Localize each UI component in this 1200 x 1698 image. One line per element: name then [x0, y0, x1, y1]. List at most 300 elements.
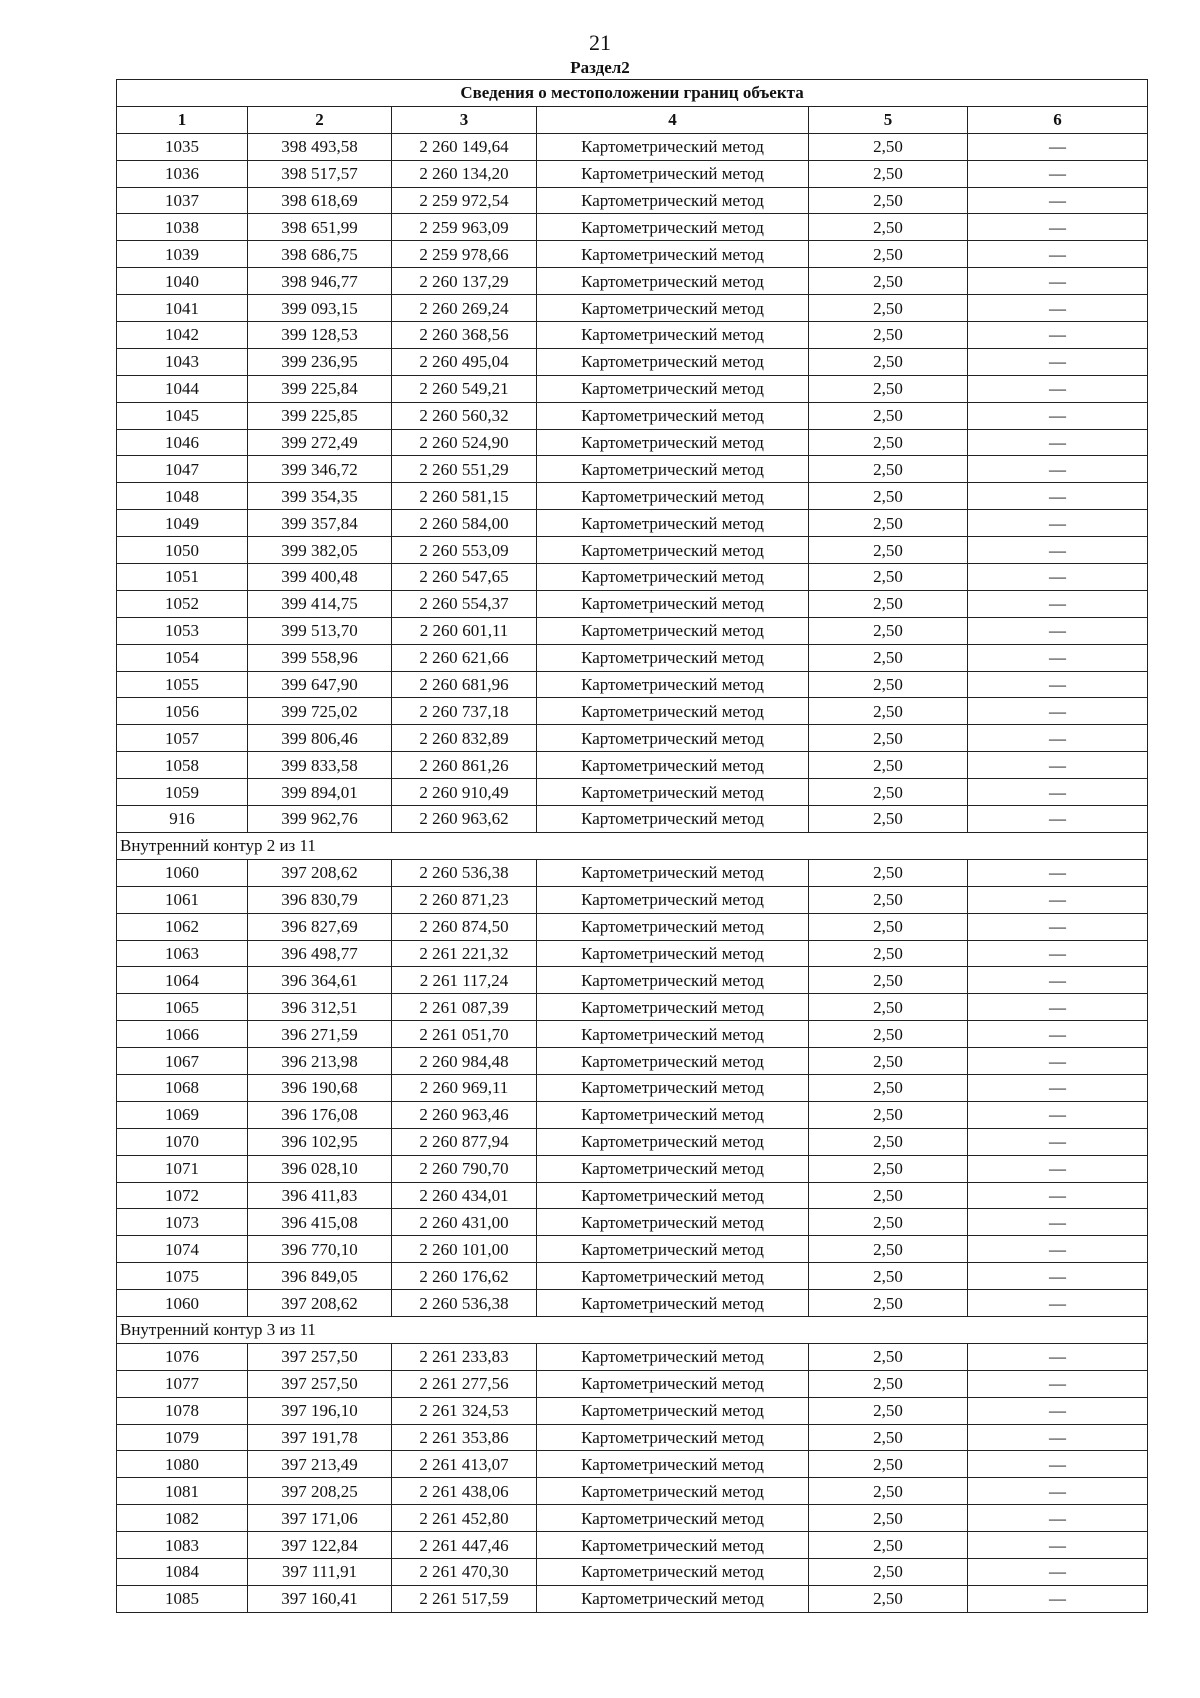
point-number-cell: 1059: [117, 779, 248, 806]
accuracy-cell: 2,50: [809, 1532, 968, 1559]
description-cell: —: [968, 644, 1148, 671]
point-number-cell: 1060: [117, 1290, 248, 1317]
description-cell: —: [968, 1451, 1148, 1478]
method-cell: Картометрический метод: [537, 617, 809, 644]
y-coordinate-cell: 2 260 861,26: [392, 752, 537, 779]
y-coordinate-cell: 2 261 517,59: [392, 1585, 537, 1612]
method-cell: Картометрический метод: [537, 752, 809, 779]
column-header: 4: [537, 106, 809, 133]
table-row: [117, 698, 1148, 725]
accuracy-cell: 2,50: [809, 348, 968, 375]
method-cell: Картометрический метод: [537, 483, 809, 510]
x-coordinate-cell: 399 400,48: [248, 564, 392, 591]
point-number-cell: 1041: [117, 295, 248, 322]
accuracy-cell: 2,50: [809, 1558, 968, 1585]
y-coordinate-cell: 2 261 221,32: [392, 940, 537, 967]
x-coordinate-cell: 399 558,96: [248, 644, 392, 671]
point-number-cell: 1053: [117, 617, 248, 644]
y-coordinate-cell: 2 260 149,64: [392, 133, 537, 160]
table-row: [117, 1021, 1148, 1048]
method-cell: Картометрический метод: [537, 940, 809, 967]
description-cell: —: [968, 1478, 1148, 1505]
accuracy-cell: 2,50: [809, 322, 968, 349]
point-number-cell: 1080: [117, 1451, 248, 1478]
point-number-cell: 1058: [117, 752, 248, 779]
point-number-cell: 1084: [117, 1558, 248, 1585]
table-row: [117, 1424, 1148, 1451]
accuracy-cell: 2,50: [809, 940, 968, 967]
y-coordinate-cell: 2 260 584,00: [392, 510, 537, 537]
y-coordinate-cell: 2 260 621,66: [392, 644, 537, 671]
description-cell: —: [968, 1182, 1148, 1209]
method-cell: Картометрический метод: [537, 1048, 809, 1075]
x-coordinate-cell: 399 346,72: [248, 456, 392, 483]
y-coordinate-cell: 2 260 176,62: [392, 1263, 537, 1290]
y-coordinate-cell: 2 260 737,18: [392, 698, 537, 725]
table-row: [117, 348, 1148, 375]
point-number-cell: 1069: [117, 1101, 248, 1128]
y-coordinate-cell: 2 260 581,15: [392, 483, 537, 510]
point-number-cell: 1081: [117, 1478, 248, 1505]
method-cell: Картометрический метод: [537, 644, 809, 671]
table-row: [117, 1209, 1148, 1236]
table-row: [117, 994, 1148, 1021]
point-number-cell: 1060: [117, 859, 248, 886]
description-cell: —: [968, 994, 1148, 1021]
y-coordinate-cell: 2 260 832,89: [392, 725, 537, 752]
y-coordinate-cell: 2 261 413,07: [392, 1451, 537, 1478]
table-row: [117, 886, 1148, 913]
x-coordinate-cell: 396 213,98: [248, 1048, 392, 1075]
x-coordinate-cell: 399 128,53: [248, 322, 392, 349]
point-number-cell: 1067: [117, 1048, 248, 1075]
table-row: [117, 1558, 1148, 1585]
accuracy-cell: 2,50: [809, 1182, 968, 1209]
table-title: Сведения о местоположении границ объекта: [117, 80, 1148, 107]
accuracy-cell: 2,50: [809, 564, 968, 591]
accuracy-cell: 2,50: [809, 806, 968, 833]
y-coordinate-cell: 2 261 353,86: [392, 1424, 537, 1451]
accuracy-cell: 2,50: [809, 617, 968, 644]
method-cell: Картометрический метод: [537, 1182, 809, 1209]
method-cell: Картометрический метод: [537, 967, 809, 994]
y-coordinate-cell: 2 261 087,39: [392, 994, 537, 1021]
column-header: 6: [968, 106, 1148, 133]
accuracy-cell: 2,50: [809, 402, 968, 429]
x-coordinate-cell: 397 122,84: [248, 1532, 392, 1559]
point-number-cell: 1074: [117, 1236, 248, 1263]
description-cell: —: [968, 1209, 1148, 1236]
point-number-cell: 1068: [117, 1074, 248, 1101]
method-cell: Картометрический метод: [537, 133, 809, 160]
x-coordinate-cell: 397 196,10: [248, 1397, 392, 1424]
accuracy-cell: 2,50: [809, 1209, 968, 1236]
description-cell: —: [968, 160, 1148, 187]
description-cell: —: [968, 779, 1148, 806]
description-cell: —: [968, 241, 1148, 268]
x-coordinate-cell: 396 364,61: [248, 967, 392, 994]
table-row: [117, 322, 1148, 349]
description-cell: —: [968, 564, 1148, 591]
y-coordinate-cell: 2 260 877,94: [392, 1128, 537, 1155]
accuracy-cell: 2,50: [809, 644, 968, 671]
method-cell: Картометрический метод: [537, 160, 809, 187]
method-cell: Картометрический метод: [537, 564, 809, 591]
description-cell: —: [968, 187, 1148, 214]
y-coordinate-cell: 2 261 324,53: [392, 1397, 537, 1424]
y-coordinate-cell: 2 260 549,21: [392, 375, 537, 402]
x-coordinate-cell: 396 176,08: [248, 1101, 392, 1128]
method-cell: Картометрический метод: [537, 590, 809, 617]
x-coordinate-cell: 396 190,68: [248, 1074, 392, 1101]
description-cell: —: [968, 671, 1148, 698]
table-row: [117, 1128, 1148, 1155]
accuracy-cell: 2,50: [809, 1155, 968, 1182]
y-coordinate-cell: 2 260 431,00: [392, 1209, 537, 1236]
description-cell: —: [968, 214, 1148, 241]
table-row: [117, 1155, 1148, 1182]
table-row: [117, 1370, 1148, 1397]
y-coordinate-cell: 2 260 963,62: [392, 806, 537, 833]
section-heading: Раздел2: [570, 58, 630, 77]
point-number-cell: 1082: [117, 1505, 248, 1532]
table-row: [117, 564, 1148, 591]
table-row: [117, 1532, 1148, 1559]
accuracy-cell: 2,50: [809, 510, 968, 537]
accuracy-cell: 2,50: [809, 1424, 968, 1451]
method-cell: Картометрический метод: [537, 1101, 809, 1128]
x-coordinate-cell: 399 225,84: [248, 375, 392, 402]
method-cell: Картометрический метод: [537, 268, 809, 295]
point-number-cell: 1037: [117, 187, 248, 214]
point-number-cell: 1044: [117, 375, 248, 402]
description-cell: —: [968, 1343, 1148, 1370]
y-coordinate-cell: 2 260 681,96: [392, 671, 537, 698]
description-cell: —: [968, 1397, 1148, 1424]
x-coordinate-cell: 399 894,01: [248, 779, 392, 806]
method-cell: Картометрический метод: [537, 1155, 809, 1182]
description-cell: —: [968, 1370, 1148, 1397]
accuracy-cell: 2,50: [809, 1397, 968, 1424]
method-cell: Картометрический метод: [537, 1343, 809, 1370]
method-cell: Картометрический метод: [537, 859, 809, 886]
x-coordinate-cell: 399 236,95: [248, 348, 392, 375]
x-coordinate-cell: 397 257,50: [248, 1370, 392, 1397]
table-row: [117, 806, 1148, 833]
y-coordinate-cell: 2 261 470,30: [392, 1558, 537, 1585]
table-row: [117, 1343, 1148, 1370]
table-row: [117, 725, 1148, 752]
description-cell: —: [968, 1048, 1148, 1075]
description-cell: —: [968, 806, 1148, 833]
table-row: [117, 779, 1148, 806]
x-coordinate-cell: 396 312,51: [248, 994, 392, 1021]
table-row: [117, 590, 1148, 617]
y-coordinate-cell: 2 260 551,29: [392, 456, 537, 483]
accuracy-cell: 2,50: [809, 913, 968, 940]
accuracy-cell: 2,50: [809, 1451, 968, 1478]
y-coordinate-cell: 2 260 434,01: [392, 1182, 537, 1209]
point-number-cell: 1065: [117, 994, 248, 1021]
y-coordinate-cell: 2 261 452,80: [392, 1505, 537, 1532]
y-coordinate-cell: 2 260 269,24: [392, 295, 537, 322]
accuracy-cell: 2,50: [809, 241, 968, 268]
description-cell: —: [968, 886, 1148, 913]
accuracy-cell: 2,50: [809, 1585, 968, 1612]
method-cell: Картометрический метод: [537, 1532, 809, 1559]
accuracy-cell: 2,50: [809, 295, 968, 322]
point-number-cell: 1052: [117, 590, 248, 617]
accuracy-cell: 2,50: [809, 590, 968, 617]
y-coordinate-cell: 2 260 554,37: [392, 590, 537, 617]
accuracy-cell: 2,50: [809, 1263, 968, 1290]
point-number-cell: 1070: [117, 1128, 248, 1155]
description-cell: —: [968, 1424, 1148, 1451]
accuracy-cell: 2,50: [809, 1021, 968, 1048]
y-coordinate-cell: 2 260 969,11: [392, 1074, 537, 1101]
table-row: [117, 268, 1148, 295]
method-cell: Картометрический метод: [537, 1451, 809, 1478]
y-coordinate-cell: 2 260 910,49: [392, 779, 537, 806]
point-number-cell: 1063: [117, 940, 248, 967]
point-number-cell: 1040: [117, 268, 248, 295]
table-row: [117, 429, 1148, 456]
method-cell: Картометрический метод: [537, 1424, 809, 1451]
point-number-cell: 1045: [117, 402, 248, 429]
table-row: [117, 483, 1148, 510]
x-coordinate-cell: 396 415,08: [248, 1209, 392, 1236]
description-cell: —: [968, 1505, 1148, 1532]
description-cell: —: [968, 1585, 1148, 1612]
y-coordinate-cell: 2 261 277,56: [392, 1370, 537, 1397]
column-number-row: [117, 106, 1148, 133]
y-coordinate-cell: 2 260 963,46: [392, 1101, 537, 1128]
y-coordinate-cell: 2 261 051,70: [392, 1021, 537, 1048]
x-coordinate-cell: 396 271,59: [248, 1021, 392, 1048]
method-cell: Картометрический метод: [537, 187, 809, 214]
table-row: [117, 456, 1148, 483]
point-number-cell: 1043: [117, 348, 248, 375]
point-number-cell: 1062: [117, 913, 248, 940]
x-coordinate-cell: 397 213,49: [248, 1451, 392, 1478]
method-cell: Картометрический метод: [537, 1263, 809, 1290]
x-coordinate-cell: 399 725,02: [248, 698, 392, 725]
x-coordinate-cell: 396 827,69: [248, 913, 392, 940]
method-cell: Картометрический метод: [537, 402, 809, 429]
page-number: 21: [589, 30, 611, 55]
x-coordinate-cell: 397 208,62: [248, 1290, 392, 1317]
method-cell: Картометрический метод: [537, 1370, 809, 1397]
description-cell: —: [968, 913, 1148, 940]
method-cell: Картометрический метод: [537, 1397, 809, 1424]
table-row: [117, 967, 1148, 994]
description-cell: —: [968, 510, 1148, 537]
table-row: [117, 1182, 1148, 1209]
description-cell: —: [968, 1532, 1148, 1559]
y-coordinate-cell: 2 261 233,83: [392, 1343, 537, 1370]
method-cell: Картометрический метод: [537, 537, 809, 564]
method-cell: Картометрический метод: [537, 1558, 809, 1585]
accuracy-cell: 2,50: [809, 483, 968, 510]
x-coordinate-cell: 397 171,06: [248, 1505, 392, 1532]
description-cell: —: [968, 1155, 1148, 1182]
x-coordinate-cell: 399 833,58: [248, 752, 392, 779]
method-cell: Картометрический метод: [537, 913, 809, 940]
y-coordinate-cell: 2 260 984,48: [392, 1048, 537, 1075]
accuracy-cell: 2,50: [809, 375, 968, 402]
method-cell: Картометрический метод: [537, 1505, 809, 1532]
accuracy-cell: 2,50: [809, 779, 968, 806]
accuracy-cell: 2,50: [809, 698, 968, 725]
contour-label: Внутренний контур 3 из 11: [117, 1316, 1148, 1343]
method-cell: Картометрический метод: [537, 214, 809, 241]
accuracy-cell: 2,50: [809, 752, 968, 779]
description-cell: —: [968, 456, 1148, 483]
contour-row: [117, 1316, 1148, 1343]
table-row: [117, 1397, 1148, 1424]
x-coordinate-cell: 397 208,62: [248, 859, 392, 886]
accuracy-cell: 2,50: [809, 1290, 968, 1317]
point-number-cell: 1061: [117, 886, 248, 913]
description-cell: —: [968, 402, 1148, 429]
y-coordinate-cell: 2 259 963,09: [392, 214, 537, 241]
description-cell: —: [968, 429, 1148, 456]
table-row: [117, 1505, 1148, 1532]
accuracy-cell: 2,50: [809, 268, 968, 295]
table-row: [117, 160, 1148, 187]
description-cell: —: [968, 940, 1148, 967]
x-coordinate-cell: 399 806,46: [248, 725, 392, 752]
method-cell: Картометрический метод: [537, 698, 809, 725]
y-coordinate-cell: 2 260 101,00: [392, 1236, 537, 1263]
point-number-cell: 1035: [117, 133, 248, 160]
x-coordinate-cell: 396 830,79: [248, 886, 392, 913]
y-coordinate-cell: 2 260 601,11: [392, 617, 537, 644]
table-row: [117, 133, 1148, 160]
point-number-cell: 1047: [117, 456, 248, 483]
description-cell: —: [968, 537, 1148, 564]
accuracy-cell: 2,50: [809, 1048, 968, 1075]
y-coordinate-cell: 2 261 438,06: [392, 1478, 537, 1505]
y-coordinate-cell: 2 260 134,20: [392, 160, 537, 187]
y-coordinate-cell: 2 260 536,38: [392, 1290, 537, 1317]
x-coordinate-cell: 398 946,77: [248, 268, 392, 295]
table-row: [117, 187, 1148, 214]
accuracy-cell: 2,50: [809, 859, 968, 886]
table-row: [117, 913, 1148, 940]
description-cell: —: [968, 348, 1148, 375]
point-number-cell: 1075: [117, 1263, 248, 1290]
x-coordinate-cell: 398 493,58: [248, 133, 392, 160]
accuracy-cell: 2,50: [809, 725, 968, 752]
point-number-cell: 1066: [117, 1021, 248, 1048]
description-cell: —: [968, 1101, 1148, 1128]
description-cell: —: [968, 322, 1148, 349]
y-coordinate-cell: 2 261 447,46: [392, 1532, 537, 1559]
method-cell: Картометрический метод: [537, 725, 809, 752]
y-coordinate-cell: 2 261 117,24: [392, 967, 537, 994]
point-number-cell: 1046: [117, 429, 248, 456]
y-coordinate-cell: 2 260 553,09: [392, 537, 537, 564]
column-header: 2: [248, 106, 392, 133]
method-cell: Картометрический метод: [537, 241, 809, 268]
point-number-cell: 1085: [117, 1585, 248, 1612]
x-coordinate-cell: 397 208,25: [248, 1478, 392, 1505]
point-number-cell: 1051: [117, 564, 248, 591]
table-row: [117, 537, 1148, 564]
description-cell: —: [968, 1021, 1148, 1048]
method-cell: Картометрический метод: [537, 1074, 809, 1101]
point-number-cell: 1042: [117, 322, 248, 349]
contour-row: [117, 832, 1148, 859]
description-cell: —: [968, 133, 1148, 160]
y-coordinate-cell: 2 259 978,66: [392, 241, 537, 268]
x-coordinate-cell: 399 382,05: [248, 537, 392, 564]
description-cell: —: [968, 268, 1148, 295]
table-row: [117, 1451, 1148, 1478]
point-number-cell: 1076: [117, 1343, 248, 1370]
point-number-cell: 1057: [117, 725, 248, 752]
y-coordinate-cell: 2 259 972,54: [392, 187, 537, 214]
contour-label: Внутренний контур 2 из 11: [117, 832, 1148, 859]
x-coordinate-cell: 397 191,78: [248, 1424, 392, 1451]
method-cell: Картометрический метод: [537, 1021, 809, 1048]
description-cell: —: [968, 698, 1148, 725]
table-row: [117, 1048, 1148, 1075]
description-cell: —: [968, 617, 1148, 644]
x-coordinate-cell: 397 257,50: [248, 1343, 392, 1370]
method-cell: Картометрический метод: [537, 671, 809, 698]
y-coordinate-cell: 2 260 524,90: [392, 429, 537, 456]
description-cell: —: [968, 1558, 1148, 1585]
point-number-cell: 1056: [117, 698, 248, 725]
method-cell: Картометрический метод: [537, 1290, 809, 1317]
description-cell: —: [968, 295, 1148, 322]
point-number-cell: 1072: [117, 1182, 248, 1209]
table-title-row: [117, 80, 1148, 107]
table-row: [117, 644, 1148, 671]
method-cell: Картометрический метод: [537, 456, 809, 483]
method-cell: Картометрический метод: [537, 1585, 809, 1612]
table-row: [117, 671, 1148, 698]
point-number-cell: 1071: [117, 1155, 248, 1182]
y-coordinate-cell: 2 260 874,50: [392, 913, 537, 940]
point-number-cell: 1079: [117, 1424, 248, 1451]
y-coordinate-cell: 2 260 536,38: [392, 859, 537, 886]
description-cell: —: [968, 752, 1148, 779]
x-coordinate-cell: 398 686,75: [248, 241, 392, 268]
x-coordinate-cell: 396 102,95: [248, 1128, 392, 1155]
description-cell: —: [968, 859, 1148, 886]
table-row: [117, 214, 1148, 241]
x-coordinate-cell: 399 647,90: [248, 671, 392, 698]
x-coordinate-cell: 398 517,57: [248, 160, 392, 187]
table-body: [117, 133, 1148, 1612]
x-coordinate-cell: 399 225,85: [248, 402, 392, 429]
method-cell: Картометрический метод: [537, 806, 809, 833]
table-row: [117, 1478, 1148, 1505]
description-cell: —: [968, 590, 1148, 617]
x-coordinate-cell: 396 028,10: [248, 1155, 392, 1182]
table-row: [117, 1585, 1148, 1612]
point-number-cell: 1055: [117, 671, 248, 698]
method-cell: Картометрический метод: [537, 510, 809, 537]
x-coordinate-cell: 396 770,10: [248, 1236, 392, 1263]
boundary-coordinates-table: [116, 79, 1148, 1613]
y-coordinate-cell: 2 260 495,04: [392, 348, 537, 375]
x-coordinate-cell: 399 414,75: [248, 590, 392, 617]
table-head: [117, 80, 1148, 134]
